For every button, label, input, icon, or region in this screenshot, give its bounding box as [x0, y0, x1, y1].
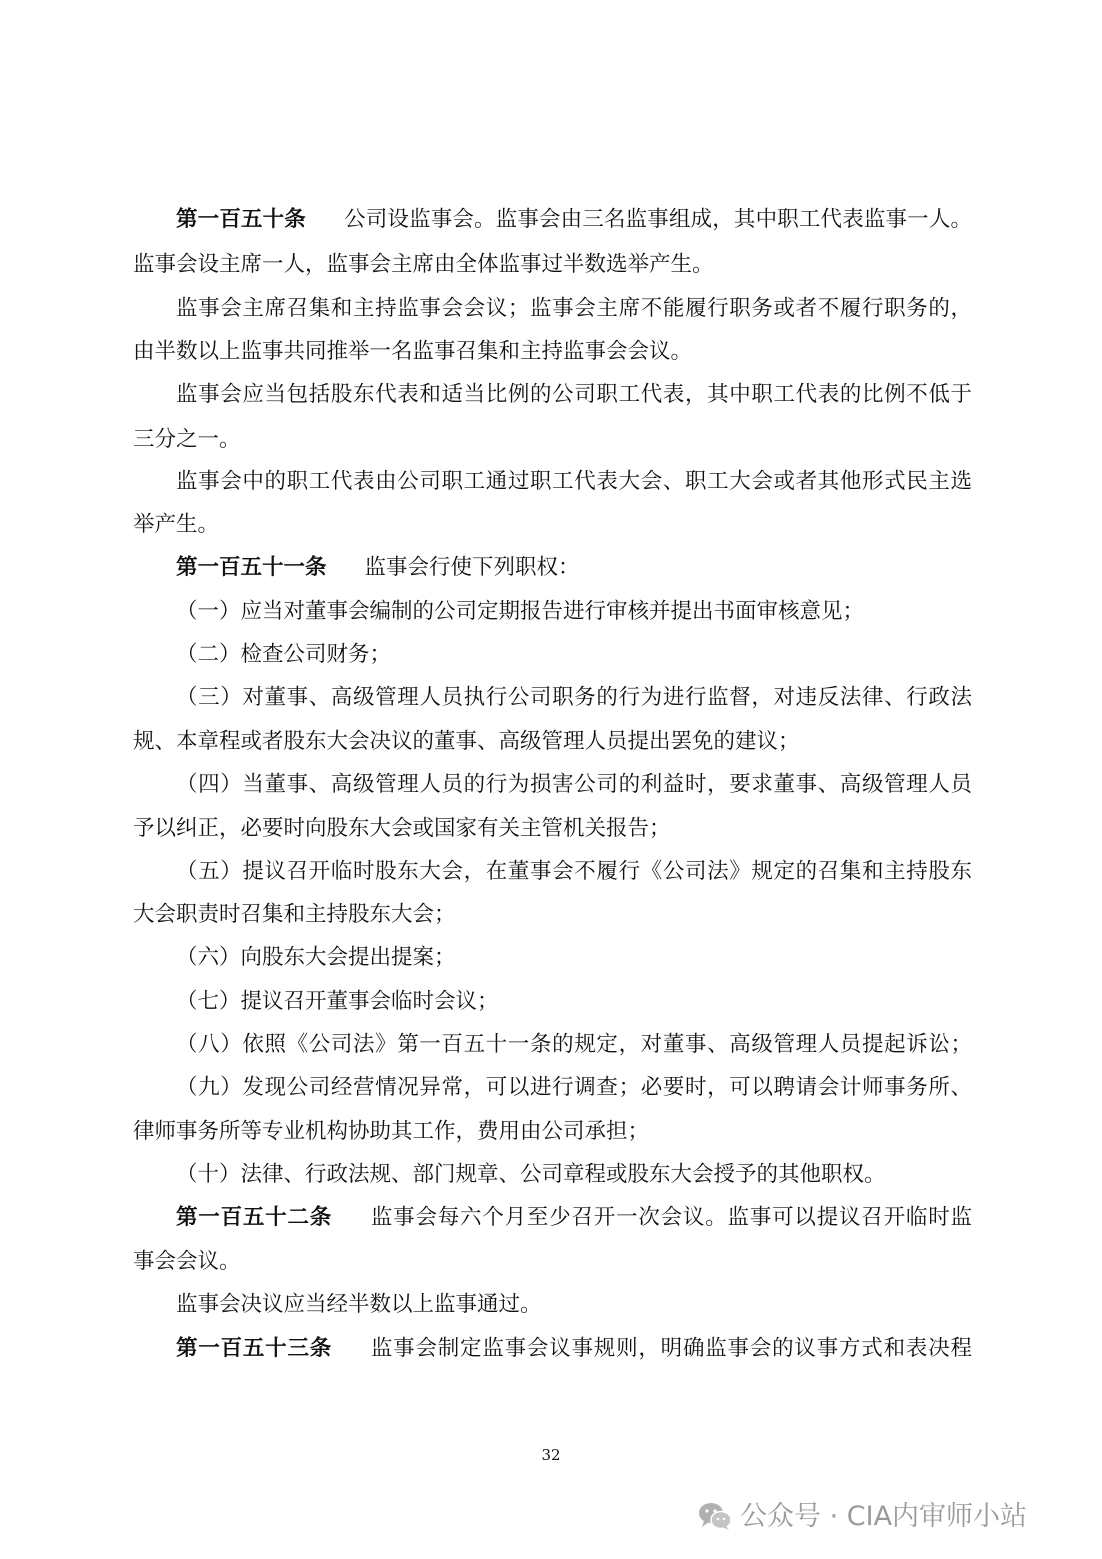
line-text: 举产生。	[133, 512, 220, 537]
text-line	[133, 337, 972, 367]
article-number: 第一百五十二条	[176, 1205, 333, 1230]
text-line	[133, 1117, 972, 1147]
watermark	[698, 1495, 1078, 1539]
line-text: 公司设监事会。监事会由三名监事组成，其中职工代表监事一人。	[343, 207, 972, 232]
line-text: （八）依照《公司法》第一百五十一条的规定，对董事、高级管理人员提起诉讼；	[176, 1032, 972, 1057]
line-text: 监事会主席召集和主持监事会会议；监事会主席不能履行职务或者不履行职务的，	[176, 296, 972, 321]
text-line	[133, 814, 972, 844]
line-text: 监事会每六个月至少召开一次会议。监事可以提议召开临时监	[370, 1205, 972, 1230]
text-line	[176, 770, 972, 800]
text-line	[176, 683, 972, 713]
article-line	[176, 205, 972, 235]
page-number: 32	[541, 1446, 561, 1464]
text-line	[176, 640, 972, 670]
text-line	[133, 1247, 972, 1277]
text-line	[176, 294, 972, 324]
text-line	[176, 380, 972, 410]
line-text: 律师事务所等专业机构协助其工作，费用由公司承担；	[133, 1119, 650, 1144]
wechat-icon	[698, 1501, 732, 1531]
article-number: 第一百五十三条	[176, 1336, 333, 1361]
line-text: （十）法律、行政法规、部门规章、公司章程或股东大会授予的其他职权。	[176, 1162, 886, 1187]
article-number: 第一百五十一条	[176, 555, 327, 580]
text-line	[133, 900, 972, 930]
article-line	[176, 1334, 972, 1364]
text-line	[176, 987, 972, 1017]
text-line	[176, 467, 972, 497]
line-text: 监事会应当包括股东代表和适当比例的公司职工代表，其中职工代表的比例不低于	[176, 382, 972, 407]
line-text: （六）向股东大会提出提案；	[176, 945, 456, 970]
line-text: 事会会议。	[133, 1249, 241, 1274]
text-line	[176, 857, 972, 887]
text-line	[133, 250, 972, 280]
article-line	[176, 1203, 972, 1233]
line-text: （五）提议召开临时股东大会，在董事会不履行《公司法》规定的召集和主持股东	[176, 859, 972, 884]
line-text: 大会职责时召集和主持股东大会；	[133, 902, 456, 927]
line-text: （九）发现公司经营情况异常，可以进行调查；必要时，可以聘请会计师事务所、	[176, 1075, 972, 1100]
text-line	[176, 1160, 972, 1190]
line-text: 予以纠正，必要时向股东大会或国家有关主管机关报告；	[133, 816, 671, 841]
article-line	[176, 553, 972, 583]
line-text: （三）对董事、高级管理人员执行公司职务的行为进行监督，对违反法律、行政法	[176, 685, 972, 710]
text-line	[133, 425, 972, 455]
text-line	[176, 943, 972, 973]
line-text: 三分之一。	[133, 427, 241, 452]
text-line	[176, 1030, 972, 1060]
line-text: 由半数以上监事共同推举一名监事召集和主持监事会会议。	[133, 339, 693, 364]
text-line	[176, 597, 972, 627]
line-text: （一）应当对董事会编制的公司定期报告进行审核并提出书面审核意见；	[176, 599, 865, 624]
text-line	[176, 1073, 972, 1103]
line-text: 规、本章程或者股东大会决议的董事、高级管理人员提出罢免的建议；	[133, 729, 800, 754]
watermark-text: 公众号 · CIA内审师小站	[740, 1501, 1028, 1532]
line-text: （四）当董事、高级管理人员的行为损害公司的利益时，要求董事、高级管理人员	[176, 772, 972, 797]
line-text: 监事会决议应当经半数以上监事通过。	[176, 1292, 542, 1317]
line-text: 监事会设主席一人，监事会主席由全体监事过半数选举产生。	[133, 252, 714, 277]
text-line	[176, 1290, 972, 1320]
line-text: 监事会行使下列职权：	[364, 555, 580, 580]
line-text: 监事会制定监事会议事规则，明确监事会的议事方式和表决程	[370, 1336, 972, 1361]
line-text: （二）检查公司财务；	[176, 642, 392, 667]
line-text: 监事会中的职工代表由公司职工通过职工代表大会、职工大会或者其他形式民主选	[176, 469, 972, 494]
article-number: 第一百五十条	[176, 207, 306, 232]
text-line	[133, 510, 972, 540]
line-text: （七）提议召开董事会临时会议；	[176, 989, 499, 1014]
text-line	[133, 727, 972, 757]
